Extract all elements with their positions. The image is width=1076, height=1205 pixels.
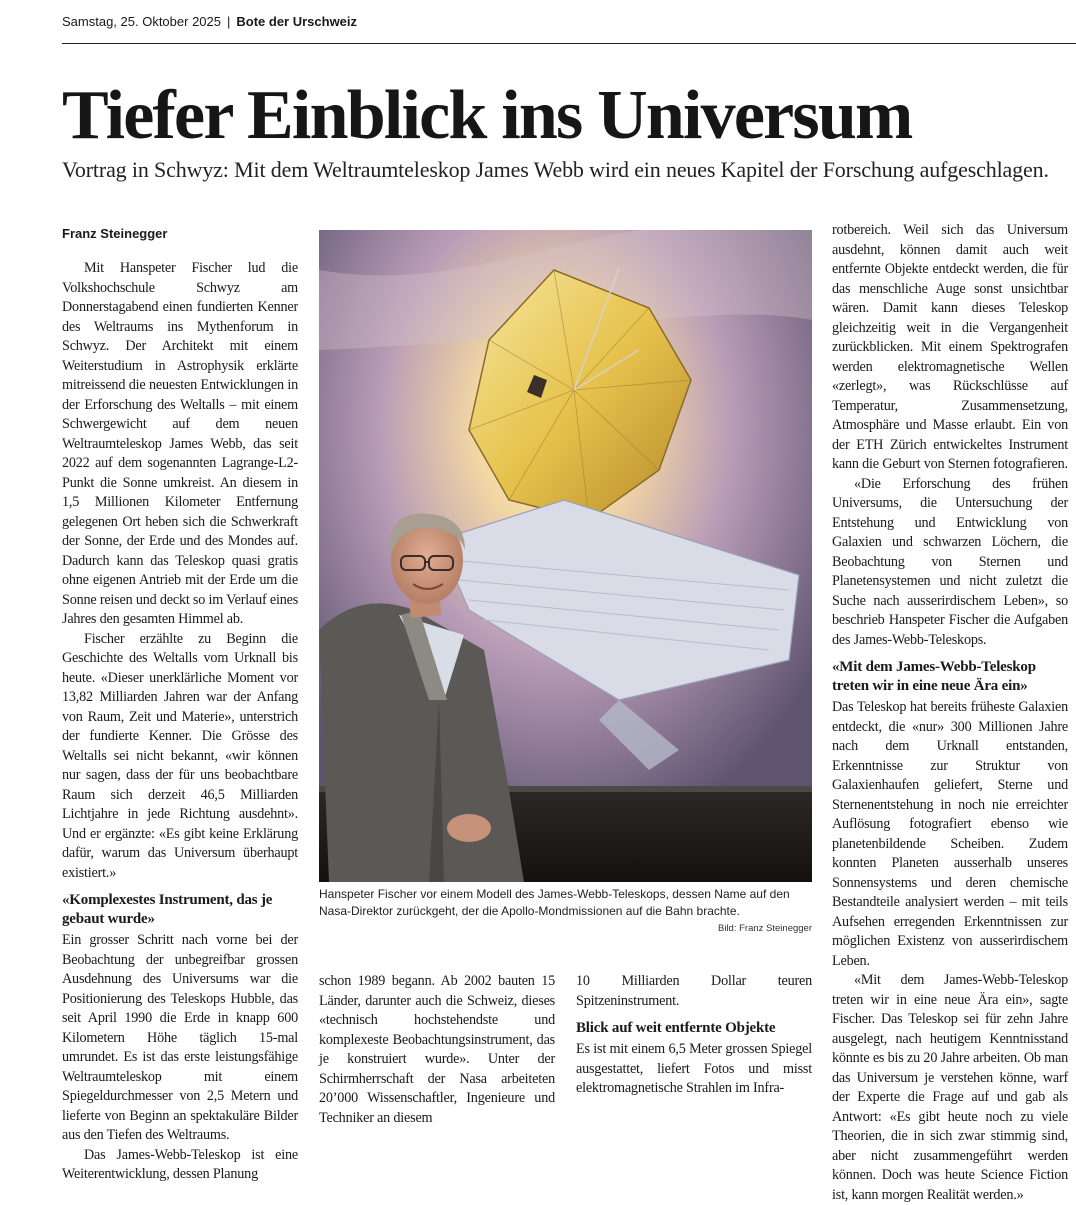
paragraph: «Die Erforschung des frühen Universums, die Untersuchung der Entstehung und Entwicklung von Galaxien und schwarzen Löchern, die Beobachtung von Sternen und Planetensystemen und nicht zuletzt die Suche nach ausserirdischem Leben», so beschrieb Hanspeter Fischer die Aufgaben des James-Webb-Teleskops. [832,475,1068,648]
photo-caption: Hanspeter Fischer vor einem Modell des James-Webb-Teleskops, dessen Name auf den Nasa-Direktor zurückgeht, der die Apollo-Mondmissionen auf die Bahn brachte. [319,887,790,918]
paragraph: «Mit dem James-Webb-Teleskop treten wir in eine neue Ära ein», sagte Fischer. Das Teleskop sei für zehn Jahre ausgelegt, nach heutigem Kenntnisstand könnte es bis zu 20 Jahre arbeiten. Ob man das Universum je verstehen könne, warf der Experte die Frage auf und gab als Antwort: «Es gibt heute noch zu viele Theorien, die in sich zwar stimmig sind, aber nicht zusammengeführt werden können. Doch was heute Science Fiction ist, kann morgen Realität werden.» [832,972,1068,1203]
text-column-2 [319,972,555,1128]
paragraph: Ein grosser Schritt nach vorne bei der Beobachtung der unbegreifbar grossen Ausdehnung des Universums war die Positionierung des Teleskops Hubble, das seit April 1990 die Erde in knapp 600 Kilometern Höhe täglich 15-mal umrundet. Es ist das erste leistungsfähige Weltraumteleskop mit einem Spiegeldurchmesser von 2,5 Metern und lieferte von Beginn an spektakuläre Bilder aus den Tiefen des Weltraums. [62,932,298,1143]
issue-date: Samstag, 25. Oktober 2025 [62,14,221,29]
paragraph: Es ist mit einem 6,5 Meter grossen Spiegel ausgestattet, liefert Fotos und misst elektromagnetische Strahlen im Infra- [576,1041,812,1096]
paragraph: Das James-Webb-Teleskop ist eine Weiterentwicklung, dessen Planung [62,1146,298,1182]
photo-credit: Bild: Franz Steinegger [718,923,812,934]
text-column-1 [62,259,298,1185]
header-separator: | [226,14,231,29]
section-heading: Blick auf weit entfernte Objekte [576,1020,776,1036]
section-heading: «Mit dem James-Webb-Teleskop treten wir in eine neue Ära ein» [832,659,1036,694]
article-byline: Franz Steinegger [62,226,168,241]
paragraph: 10 Milliarden Dollar teuren Spitzeninstrument. [576,973,812,1009]
telescope-presentation-image [319,230,812,882]
paragraph: Fischer erzählte zu Beginn die Geschichte des Weltalls vom Urknall bis heute. «Dieser unerklärliche Moment vor 13,82 Milliarden Jahren war der Anfang von Raum, Zeit und Materie», unterstrich der fundierte Kenner. Die Grösse des Weltalls sei nicht bekannt, «wir können nur sagen, dass der für uns beobachtbare Raum sich derzeit 46,5 Milliarden Lichtjahre in jede Richtung ausdehnt». Und er ergänzte: «Es gibt keine Erklärung dafür, warum das Universum überhaupt existiert.» [62,630,298,881]
paragraph: schon 1989 begann. Ab 2002 bauten 15 Länder, darunter auch die Schweiz, dieses «technisch hochstehendste und komplexeste Beobachtungsinstrument, das je konstruiert wurde». Unter der Schirmherrschaft der Nasa arbeiteten 20’000 Wissenschaftler, Ingenieure und Techniker an diesem [319,973,555,1126]
article-photo [319,230,812,882]
page-header [62,14,1076,44]
text-column-3 [576,972,812,1099]
section-heading: «Komplexestes Instrument, das je gebaut wurde» [62,892,273,927]
text-column-4 [832,221,1068,1205]
paragraph: Das Teleskop hat bereits früheste Galaxien entdeckt, die «nur» 300 Millionen Jahre nach dem Urknall entstanden, Erkenntnisse zur Struktur von Galaxienhaufen geliefert, Sterne und Sternenentstehung in noch nie erreichter Auflösung fotografiert ebenso wie planetenbildende Scheiben. Zudem konnten Planeten ausserhalb unseres Sonnensystems und deren chemische Bestandteile analysiert werden – mit teils Aufsehen erregenden Erkenntnissen zur möglichen Existenz von ausserirdischem Leben. [832,699,1068,969]
paragraph: rotbereich. Weil sich das Universum ausdehnt, können damit auch weit entfernte Objekte entdeckt werden, die für das menschliche Auge sonst unsichtbar wären. Damit kann dieses Teleskop gleichzeitig weit in die Vergangenheit zurückblicken. Mit einem Spektrografen werden elektromagnetische Wellen «zerlegt», was Rückschlüsse auf Temperatur, Zusammensetzung, Atmosphäre und Masse erlaubt. Ein von der ETH Zürich entwickeltes Instrument kann die Geburt von Sternen fotografieren. [832,222,1068,472]
paragraph: Mit Hanspeter Fischer lud die Volkshochschule Schwyz am Donnerstagabend einen fundierten Kenner des Weltraums ins Mythenforum in Schwyz. Der Architekt mit einem Weiterstudium in Astrophysik erklärte mitreissend die neuesten Entwicklungen in der Erforschung des Weltalls – mit einem Schwergewicht auf dem neuen Weltraumteleskop James Webb, das seit 2022 auf dem sogenannten Lagrange-L2-Punkt die Sonne umkreist. An diesem in 1,5 Millionen Kilometer Entfernung gelegenen Ort heben sich die Schwerkraft der Sonne, der Erde und des Mondes auf. Dadurch kann das Teleskop quasi gratis ohne eigenen Antrieb mit der Erde um die Sonne reisen und deckt so im Verlauf eines Jahres den gesamten Himmel ab. [62,260,299,627]
article-subheadline: Vortrag in Schwyz: Mit dem Weltraumteleskop James Webb wird ein neues Kapitel der Forschung aufgeschlagen. [62,157,1049,182]
publication-name: Bote der Urschweiz [236,14,358,29]
article-headline: Tiefer Einblick ins Universum [62,77,912,154]
